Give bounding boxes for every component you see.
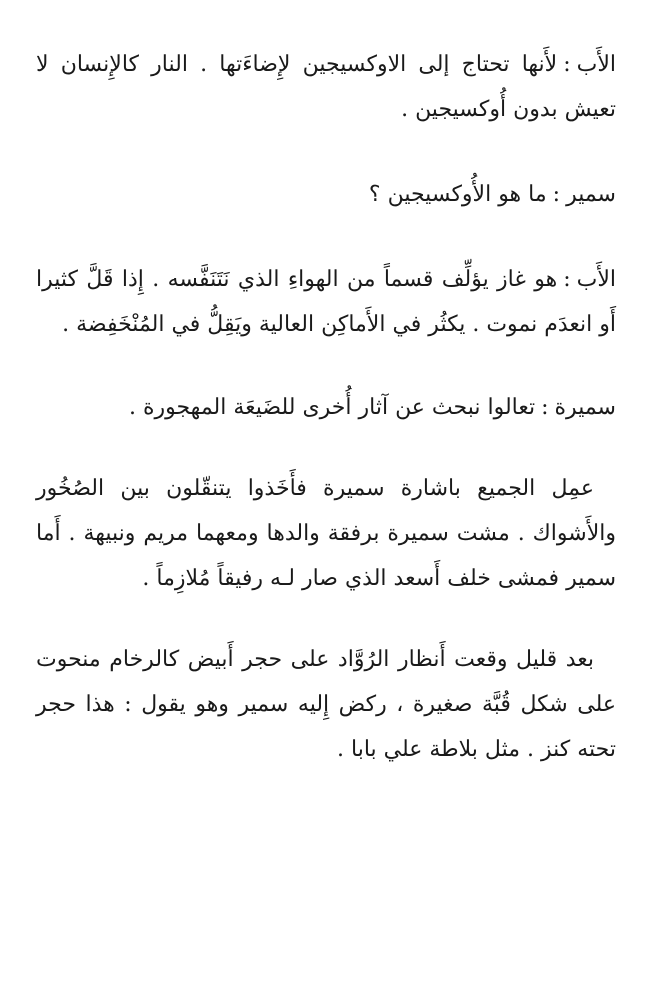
dialogue-paragraph: [36, 172, 616, 217]
narrative-paragraph: [36, 466, 616, 601]
speaker-separator: :: [563, 267, 571, 292]
narrative-paragraph: [36, 637, 616, 772]
dialogue-paragraph: [36, 385, 616, 430]
speaker-separator: :: [563, 52, 571, 77]
paragraph-text: تعالوا نبحث عن آثار أُخرى للضَيعَة المهجورة .: [128, 395, 536, 420]
dialogue-paragraph: [36, 257, 616, 347]
paragraph-text: ما هو الأُوكسيجين ؟: [368, 182, 547, 207]
speaker-name: سمير: [566, 182, 616, 207]
paragraph-text: لأَنها تحتاج إلى الاوكسيجين لإِضاءَتها . النار كالإِنسان لا تعيش بدون أُوكسيجين .: [36, 52, 616, 122]
paragraph-text: عمِل الجميع باشارة سميرة فأَخَذوا يتنقّلون بين الصُخُور والأَشواك . مشت سميرة برفقة والدها ومعهما مريم ونبيهة . أَما سمير فمشى خلف أَسعد الذي صار لـه رفيقاً مُلازِماً .: [36, 476, 616, 591]
book-page: [36, 42, 616, 772]
speaker-separator: :: [552, 182, 561, 207]
speaker-separator: :: [541, 395, 549, 420]
speaker-name: الأَب: [576, 52, 616, 77]
speaker-name: سميرة: [554, 395, 616, 420]
dialogue-paragraph: [36, 42, 616, 132]
speaker-name: الأَب: [576, 267, 616, 292]
paragraph-text: هو غاز يؤلِّف قسماً من الهواءِ الذي نَتَنَفَّسه . إِذا قَلَّ كثيرا أَو انعدَم نموت . يكثُر في الأَماكِن العالية ويَقِلُّ في المُنْخَفِضة .: [36, 267, 616, 337]
paragraph-text: بعد قليل وقعت أَنظار الرُوَّاد على حجر أَبيض كالرخام منحوت على شكل قُبَّة صغيرة ، ركض إِليه سمير وهو يقول : هذا حجر تحته كنز . مثل بلاطة علي بابا .: [36, 647, 616, 762]
